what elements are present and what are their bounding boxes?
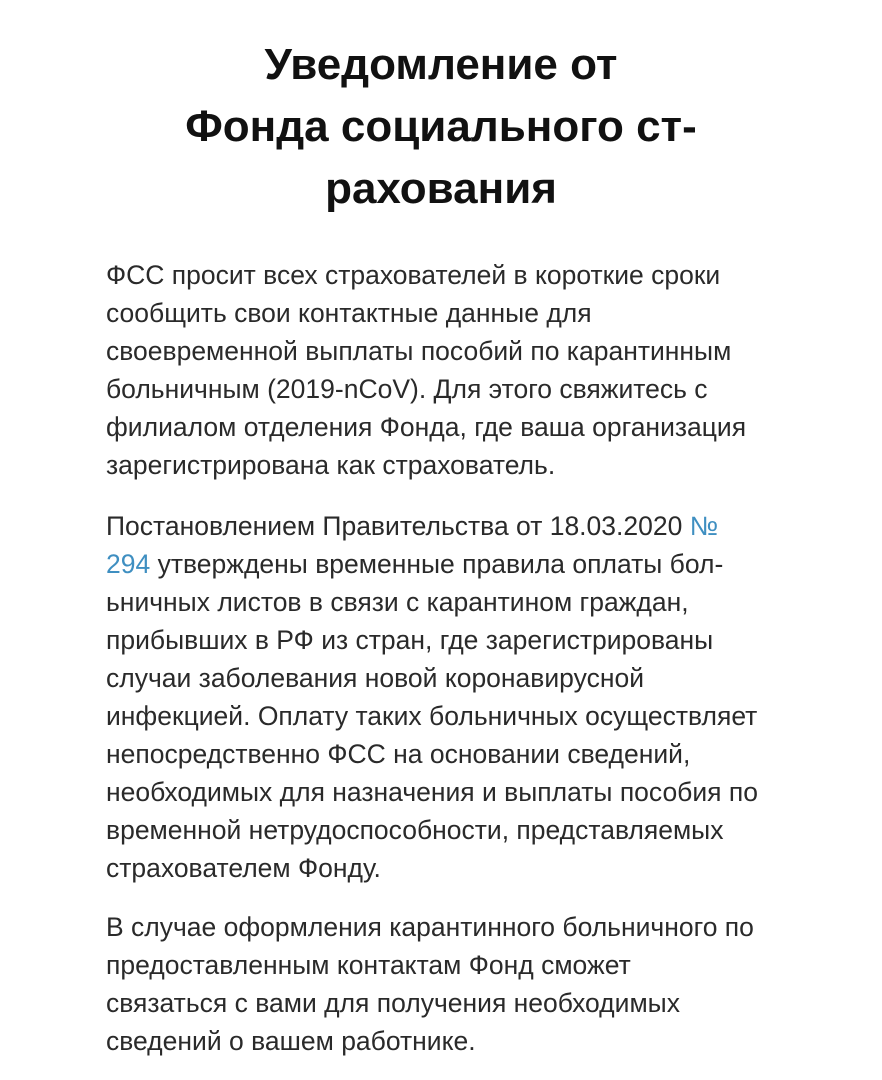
decree-intro-text: Постановлением Правительства от 18.03.2020 [106,511,690,541]
paragraph-line: зарегистрирована как страхователь. [106,450,556,480]
paragraph-line: ьничных листов в связи с карантином граждан, [106,587,689,617]
paragraph-line: инфекцией. Оплату таких больничных осуществляет [106,701,758,731]
paragraph-contact-request [106,256,806,484]
paragraph-line: сведений о вашем работнике. [106,1026,476,1056]
paragraph-line: страхователем Фонду. [106,853,381,883]
paragraph-line: временной нетрудоспособности, представляемых [106,815,724,845]
decree-link-number-sign[interactable]: № [689,511,719,541]
paragraph-line: необходимых для назначения и выплаты пособия по [106,777,758,807]
paragraph-line: ФСС просит всех страхователей в короткие сроки [106,260,721,290]
paragraph-line [106,545,806,583]
paragraph-line: больничным (2019-nCoV). Для этого свяжитесь с [106,374,708,404]
title-line-1: Уведомление от [264,40,618,89]
paragraph-line: прибывших в РФ из стран, где зарегистрированы [106,625,714,655]
paragraph-line: филиалом отделения Фонда, где ваша организация [106,412,747,442]
decree-link-number[interactable]: 294 [106,549,151,579]
paragraph-line [106,507,806,545]
paragraph-line: В случае оформления карантинного больничного по [106,912,754,942]
paragraph-line: предоставленным контактам Фонд сможет [106,950,631,980]
paragraph-government-decree [106,507,806,887]
paragraph-line: своевременной выплаты пособий по карантинным [106,336,732,366]
paragraph-fund-contact [106,908,806,1060]
decree-rest-text: утверждены временные правила оплаты бол- [150,549,724,579]
title-line-2: Фонда социального ст- [185,102,697,151]
page-title [0,34,882,220]
paragraph-line: случаи заболевания новой коронавирусной [106,663,644,693]
paragraph-line: связаться с вами для получения необходимых [106,988,680,1018]
paragraph-line: сообщить свои контактные данные для [106,298,592,328]
title-line-3: рахования [325,164,557,213]
paragraph-line: непосредственно ФСС на основании сведений, [106,739,691,769]
